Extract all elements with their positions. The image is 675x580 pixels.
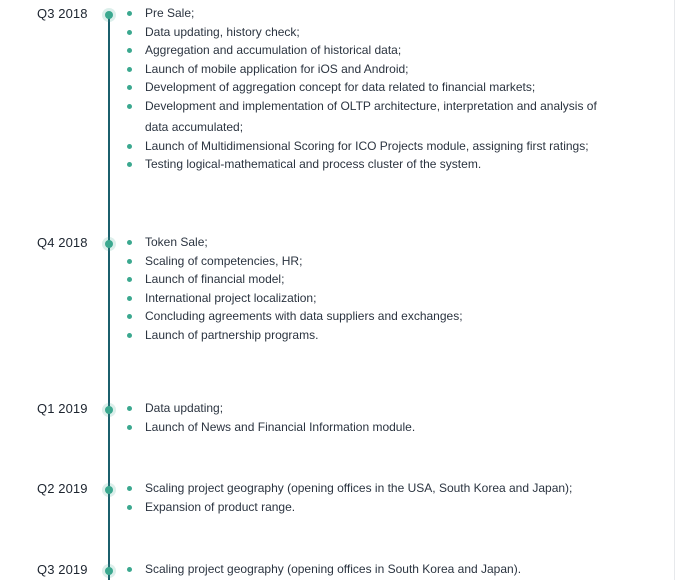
milestone-text: Development and implementation of OLTP architecture, interpretation and analysis of data accumulated; <box>145 98 597 134</box>
milestone-text: Token Sale; <box>145 235 208 249</box>
milestone-text: Data updating, history check; <box>145 24 300 39</box>
timeline-marker-dot <box>105 240 113 248</box>
milestone-text: Launch of Multidimensional Scoring for ICO Projects module, assigning first ratings; <box>145 138 589 153</box>
period-label: Q4 2018 <box>37 235 88 250</box>
milestone-text: Data updating; <box>145 401 224 415</box>
milestone-text: Scaling of competencies, HR; <box>145 253 303 268</box>
timeline-marker-dot <box>105 567 113 575</box>
bullet-dot-icon <box>127 240 132 245</box>
milestone-text: Scaling project geography (opening offices in the USA, South Korea and Japan); <box>145 481 573 495</box>
milestone-text: Launch of mobile application for iOS and Android; <box>145 61 409 76</box>
bullet-dot-icon <box>127 296 132 301</box>
period-label: Q3 2019 <box>37 562 88 577</box>
bullet-dot-icon <box>127 314 132 319</box>
milestone-item <box>124 325 604 347</box>
milestone-item <box>124 96 604 139</box>
milestone-item <box>124 497 604 519</box>
bullet-dot-icon <box>127 67 132 72</box>
timeline-marker-dot <box>105 406 113 414</box>
bullet-dot-icon <box>127 567 132 572</box>
milestone-text: Aggregation and accumulation of historical data; <box>145 43 402 57</box>
milestone-text: Launch of News and Financial Information module. <box>145 419 416 434</box>
bullet-dot-icon <box>127 333 132 338</box>
bullet-dot-icon <box>127 406 132 411</box>
bullet-dot-icon <box>127 85 132 90</box>
bullet-dot-icon <box>127 144 132 149</box>
period-label: Q1 2019 <box>37 401 88 416</box>
bullet-dot-icon <box>127 486 132 491</box>
milestone-text: Expansion of product range. <box>145 499 296 514</box>
milestone-text: Pre Sale; <box>145 6 195 20</box>
milestone-list <box>124 401 604 438</box>
bullet-dot-icon <box>127 104 132 109</box>
bullet-dot-icon <box>127 425 132 430</box>
milestone-list <box>124 562 604 580</box>
bullet-dot-icon <box>127 11 132 16</box>
milestone-list <box>124 6 604 176</box>
milestone-item <box>124 559 604 580</box>
period-label: Q2 2019 <box>37 481 88 496</box>
milestone-item <box>124 154 604 176</box>
milestone-text: Development of aggregation concept for data related to financial markets; <box>145 80 536 94</box>
milestone-text: International project localization; <box>145 290 317 305</box>
milestone-text: Launch of financial model; <box>145 272 285 286</box>
bullet-dot-icon <box>127 162 132 167</box>
milestone-text: Testing logical-mathematical and process cluster of the system. <box>145 157 482 171</box>
bullet-dot-icon <box>127 48 132 53</box>
period-label: Q3 2018 <box>37 6 88 21</box>
timeline-marker-dot <box>105 11 113 19</box>
milestone-text: Scaling project geography (opening offices in South Korea and Japan). <box>145 562 522 576</box>
milestone-list <box>124 481 604 518</box>
milestone-item <box>124 417 604 439</box>
milestone-list <box>124 235 604 346</box>
milestone-text: Concluding agreements with data suppliers and exchanges; <box>145 309 463 323</box>
bullet-dot-icon <box>127 505 132 510</box>
bullet-dot-icon <box>127 277 132 282</box>
bullet-dot-icon <box>127 259 132 264</box>
bullet-dot-icon <box>127 30 132 35</box>
timeline-marker-dot <box>105 486 113 494</box>
milestone-text: Launch of partnership programs. <box>145 327 319 342</box>
